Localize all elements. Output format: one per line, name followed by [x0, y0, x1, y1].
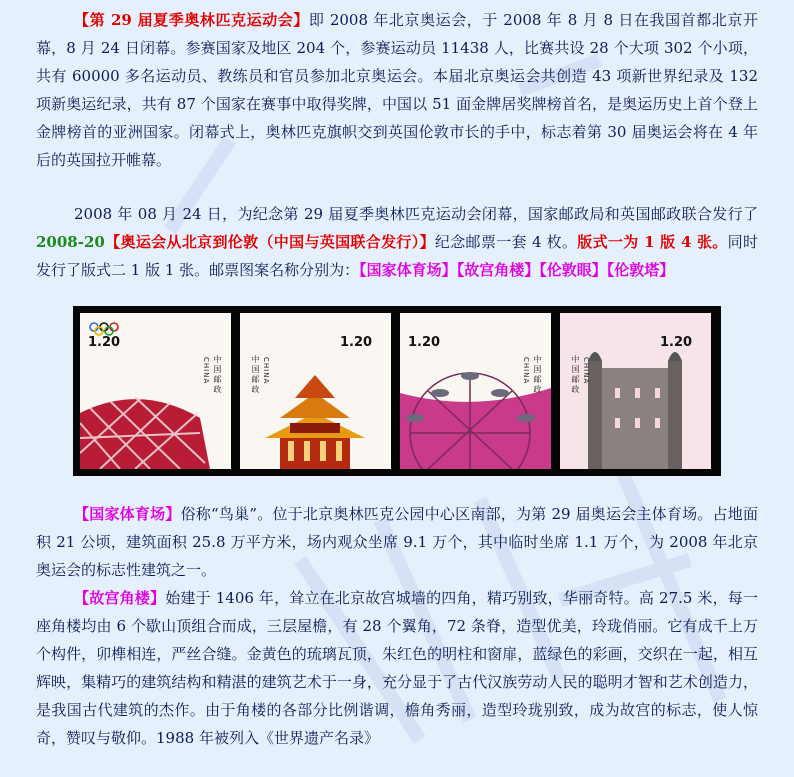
stamp-strip-image [73, 306, 721, 476]
stamp-issue-paragraph [36, 200, 758, 284]
tower-body: 始建于 1406 年，耸立在北京故宫城墙的四角，精巧别致，华丽奇特。高 27.5 米，每一座角楼均由 6 个歇山顶组合而成，三层屋檐，有 28 个翼角，72 条脊，造型优美，玲珑俏丽。它有成千上万个构件，卯榫相连，严丝合缝。金黄色的琉璃瓦顶，朱红色的明柱和窗扉，蓝绿色的彩画，交织在一起，相互辉映，集精巧的建筑结构和精湛的建筑艺术于一身，充分显于了古代汉族劳动人民的聪明才智和艺术创造力，是我国古代建筑的杰作。由于角楼的各部分比例谐调，檐角秀丽，造型玲珑别致，成为故宫的标志，使人惊奇，赞叹与敬仰。1988 年被列入《世界遗产名录》 [36, 589, 758, 747]
stamp-name-3: 【伦敦眼】 [539, 261, 607, 279]
issue-after: 同时发行了版式二 1 版 1 张。邮票图案名称分别为： [36, 233, 758, 279]
olympics-tag: 【第 29 届夏季奥林匹克运动会】 [74, 11, 309, 29]
issue-mid: 纪念邮票一套 4 枚。 [434, 233, 578, 251]
stamp-tower-of-london [560, 313, 711, 469]
stamp-denomination: 1.20 [660, 335, 693, 350]
stamp-latin-country: CHINA [582, 357, 590, 385]
stamp-denomination: 1.20 [408, 335, 441, 350]
sheet-format: 版式一为 1 版 4 张。 [577, 233, 728, 251]
stamp-latin-country: CHINA [262, 357, 270, 385]
stamp-country: 中国邮政 [533, 355, 542, 395]
stamp-name-2: 【故宫角楼】 [456, 261, 540, 279]
stamp-name-4: 【伦敦塔】 [606, 261, 675, 279]
stadium-body: 俗称“鸟巢”。位于北京奥林匹克公园中心区南部，为第 29 届奥运会主体育场。占地面积 21 公顷，建筑面积 25.8 万平方米，场内观众坐席 9.1 万个，其中临时坐席 1.1 万个，为 2008 年北京奥运会的标志性建筑之一。 [36, 505, 758, 579]
stamp-country: 中国邮政 [213, 355, 222, 395]
tower-tag: 【故宫角楼】 [74, 589, 166, 607]
issue-intro: 2008 年 08 月 24 日，为纪念第 29 届夏季奥林匹克运动会闭幕，国家邮政局和英国邮政联合发行了 [74, 205, 758, 223]
stamp-national-stadium [80, 313, 231, 469]
stadium-tag: 【国家体育场】 [74, 505, 181, 523]
olympics-body: 即 2008 年北京奥运会，于 2008 年 8 月 8 日在我国首都北京开幕，8 月 24 日闭幕。参赛国家及地区 204 个，参赛运动员 11438 人，比赛共设 28 个大项 302 个小项，共有 60000 多名运动员、教练员和官员参加北京奥运会。本届北京奥运会共创造 43 项新世界纪录及 132 项新奥运纪录，共有 87 个国家在赛事中取得奖牌，中国以 51 面金牌居奖牌榜首名，是奥运历史上首个登上金牌榜首的亚洲国家。闭幕式上，奥林匹克旗帜交到英国伦敦市长的手中，标志着第 30 届奥运会将在 4 年后的英国拉开帷幕。 [36, 11, 758, 169]
stamp-title: 【奥运会从北京到伦敦（中国与英国联合发行）】 [104, 233, 435, 251]
stadium-paragraph [36, 500, 758, 752]
stamp-country: 中国邮政 [251, 355, 260, 395]
intro-paragraph [36, 6, 758, 174]
stamp-code: 2008-20 [36, 233, 105, 251]
stamp-country: 中国邮政 [571, 355, 580, 395]
stamp-london-eye [400, 313, 551, 469]
stamp-denomination: 1.20 [88, 335, 121, 350]
stamp-latin-country: CHINA [522, 357, 530, 385]
stamp-denomination: 1.20 [340, 335, 373, 350]
stamp-forbidden-city-tower [240, 313, 391, 469]
stamp-latin-country: CHINA [202, 357, 210, 385]
stamp-name-1: 【国家体育场】 [359, 261, 457, 279]
